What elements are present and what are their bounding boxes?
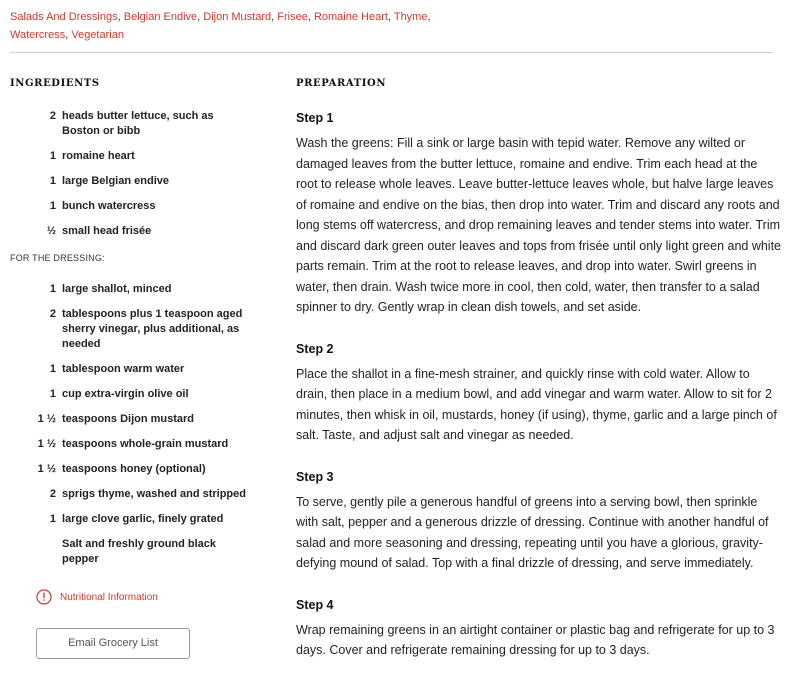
ingredient-row <box>10 282 250 297</box>
tag-link[interactable]: Vegetarian <box>71 29 124 41</box>
ingredient-name: teaspoons Dijon mustard <box>62 413 195 425</box>
ingredient-quantity: 1 <box>49 363 56 375</box>
step <box>296 468 781 574</box>
ingredient-row <box>10 537 250 567</box>
step-text: Wrap remaining greens in an airtight container or plastic bag and refrigerate for up to 3 days. Cover and refrigerate remaining dressing for up to 3 days. <box>296 622 775 657</box>
ingredient-row <box>10 109 250 139</box>
preparation-steps <box>296 109 781 682</box>
section-divider <box>10 52 773 53</box>
ingredient-row <box>10 512 250 527</box>
ingredient-quantity: 2 <box>49 308 56 320</box>
ingredient-name: tablespoons plus 1 teaspoon aged sherry vinegar, plus additional, as needed <box>62 308 243 350</box>
step-title: Step 3 <box>296 469 334 484</box>
ingredient-quantity: 1 ½ <box>37 438 56 450</box>
ingredient-quantity: 1 <box>49 150 56 162</box>
ingredients-heading: INGREDIENTS <box>10 78 100 89</box>
nutritional-information-label: Nutritional Information <box>60 591 158 603</box>
ingredient-row <box>10 387 250 402</box>
step-title: Step 4 <box>296 597 334 612</box>
tag-list: Salads And Dressings, Belgian Endive, Dijon Mustard, Frisee, Romaine Heart, Thyme, Watercress, Vegetarian <box>10 11 431 41</box>
ingredient-row <box>10 199 250 214</box>
ingredient-quantity: 1 <box>49 388 56 400</box>
dressing-section-label: FOR THE DRESSING: <box>10 253 105 263</box>
ingredient-name: sprigs thyme, washed and stripped <box>62 488 246 500</box>
ingredient-quantity <box>10 537 56 567</box>
ingredient-name: bunch watercress <box>62 200 156 212</box>
ingredient-quantity: 1 <box>49 283 56 295</box>
ingredient-row <box>10 412 250 427</box>
ingredient-row <box>10 362 250 377</box>
ingredient-row <box>10 307 250 352</box>
step-text: Wash the greens: Fill a sink or large basin with tepid water. Remove any wilted or damaged leaves from the butter lettuce, romaine and endive. Trim each head at the root to release whole leaves. Leave butter-lettuce leaves whole, but halve large leaves of romaine and endive on the bias, then drop into water. Trim and discard any roots and long stems off watercress, and drop remaining leaves and tender stems into water. Trim and discard dark green outer leaves and tops from frisée until only light green and white parts remain. Trim at the root to release leaves, and drop into water. Swirl greens in water, then drain. Wash twice more in cool, then cold, water, then transfer to a salad spinner to dry. Gently wrap in clean dish towels, and set aside. <box>296 136 782 314</box>
ingredient-quantity: 1 <box>49 200 56 212</box>
info-icon <box>36 589 52 605</box>
ingredient-row <box>10 149 250 164</box>
tag-link[interactable]: Dijon Mustard <box>203 11 272 23</box>
ingredient-name: small head frisée <box>62 225 152 237</box>
ingredient-quantity: ½ <box>46 225 56 237</box>
ingredient-row <box>10 462 250 477</box>
ingredient-name: large shallot, minced <box>62 283 172 295</box>
step <box>296 596 781 661</box>
ingredient-name: romaine heart <box>62 150 135 162</box>
tag-link[interactable]: Frisee <box>277 11 308 23</box>
ingredient-name: large Belgian endive <box>62 175 169 187</box>
ingredient-quantity: 2 <box>49 110 56 122</box>
step-text: To serve, gently pile a generous handful of greens into a serving bowl, then sprinkle with salt, pepper and a generous drizzle of dressing. Continue with another handful of salad and more seasoning and dressing, repeating until you have a glorious, gravity-defying mound of salad. Top with a final drizzle of dressing, and serve immediately. <box>296 494 769 570</box>
ingredient-quantity: 1 <box>49 513 56 525</box>
ingredient-name: cup extra-virgin olive oil <box>62 388 189 400</box>
step <box>296 109 781 318</box>
step-title: Step 2 <box>296 341 334 356</box>
ingredient-name: teaspoons honey (optional) <box>62 463 206 475</box>
preparation-heading: PREPARATION <box>296 78 387 89</box>
ingredient-name: teaspoons whole-grain mustard <box>62 438 229 450</box>
ingredient-name: large clove garlic, finely grated <box>62 513 224 525</box>
tag-link[interactable]: Belgian Endive <box>123 11 198 23</box>
ingredient-name: heads butter lettuce, such as Boston or bibb <box>62 110 214 137</box>
step-title: Step 1 <box>296 111 334 125</box>
nutritional-information-link[interactable] <box>36 589 158 605</box>
ingredient-quantity: 1 ½ <box>37 413 56 425</box>
ingredient-quantity: 2 <box>49 488 56 500</box>
step-text: Place the shallot in a fine-mesh strainer, and quickly rinse with cold water. Allow to drain, then place in a medium bowl, and add vinegar and warm water. Allow to sit for 2 minutes, then whisk in oil, mustards, honey (if using), thyme, garlic and a large pinch of salt. Taste, and adjust salt and vinegar as needed. <box>296 366 777 442</box>
ingredient-list <box>10 109 250 577</box>
email-grocery-list-button[interactable]: Email Grocery List <box>36 628 190 659</box>
ingredient-row <box>10 487 250 502</box>
ingredient-quantity: 1 <box>49 175 56 187</box>
tag-link[interactable]: Watercress <box>10 29 66 41</box>
ingredient-quantity: 1 ½ <box>37 463 56 475</box>
ingredient-row <box>10 437 250 452</box>
tag-link[interactable]: Salads And Dressings <box>10 11 118 23</box>
tag-link[interactable]: Thyme <box>393 11 428 23</box>
step <box>296 340 781 446</box>
ingredient-name: Salt and freshly ground black pepper <box>62 538 217 565</box>
ingredient-row <box>10 224 250 239</box>
tag-link[interactable]: Romaine Heart <box>313 11 388 23</box>
ingredient-row <box>10 174 250 189</box>
ingredient-name: tablespoon warm water <box>62 363 185 375</box>
